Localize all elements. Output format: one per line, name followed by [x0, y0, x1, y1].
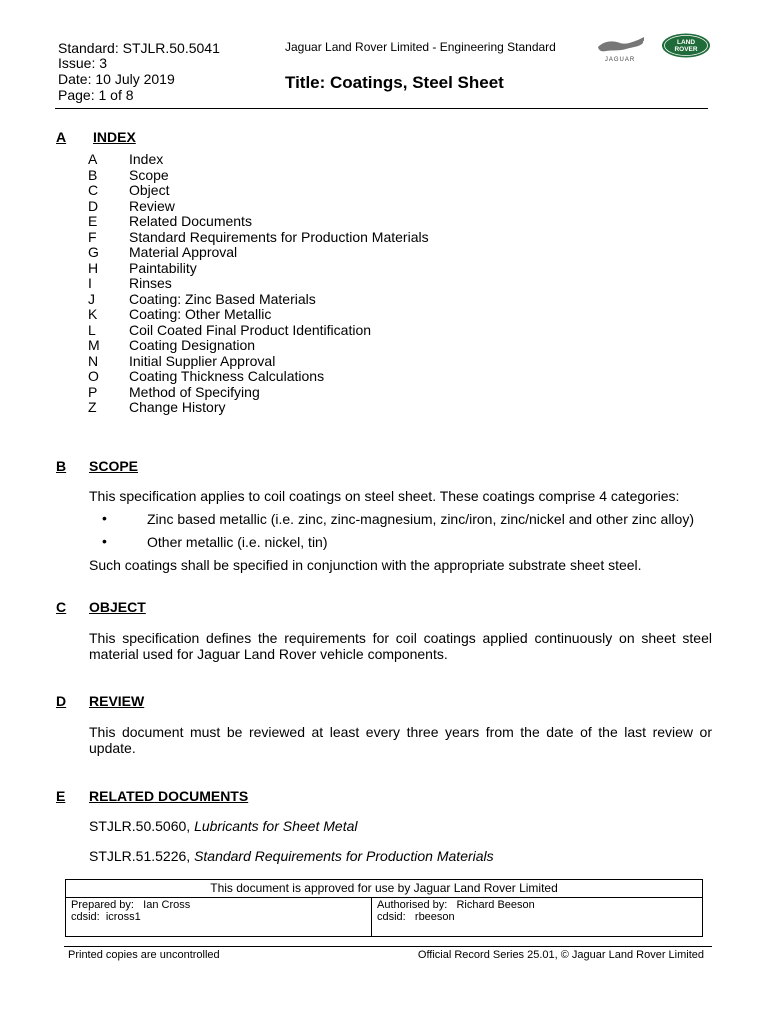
section-c-heading: OBJECT [89, 599, 146, 615]
scope-intro: This specification applies to coil coatings on steel sheet. These coatings comprise 4 categories: [89, 488, 680, 504]
index-item-text: Coil Coated Final Product Identification [129, 321, 372, 338]
index-item-text: Coating: Zinc Based Materials [129, 290, 316, 307]
prepared-by: Prepared by: Ian Cross [71, 899, 191, 911]
index-item-text: Initial Supplier Approval [129, 352, 276, 369]
related-doc-1-code: STJLR.50.5060, [89, 818, 195, 834]
svg-text:LAND: LAND [676, 39, 696, 46]
index-item-text: Rinses [129, 275, 172, 291]
organisation-title: Jaguar Land Rover Limited - Engineering Standard [285, 40, 556, 54]
index-item-letter: M [88, 337, 100, 353]
index-item-text: Coating: Other Metallic [129, 306, 272, 322]
section-d-heading: REVIEW [89, 693, 145, 709]
section-b-heading: SCOPE [89, 458, 139, 474]
index-item-letter: K [88, 306, 98, 322]
index-item-text: Change History [129, 399, 226, 415]
approval-divider [371, 897, 372, 937]
approval-box [65, 879, 703, 937]
scope-outro: Such coatings shall be specified in conjunction with the appropriate substrate sheet steel. [89, 557, 642, 573]
footer-uncontrolled-note: Printed copies are uncontrolled [68, 949, 220, 961]
index-item-text: Method of Specifying [129, 383, 260, 400]
index-item-text: Coating Thickness Calculations [129, 368, 325, 384]
section-a-letter: A [56, 129, 67, 145]
standard-number: Standard: STJLR.50.5041 [58, 40, 220, 56]
scope-bullet-1: Zinc based metallic (i.e. zinc, zinc-magnesium, zinc/iron, zinc/nickel and other zinc alloy) [147, 511, 694, 527]
index-item-letter: H [88, 259, 99, 276]
section-e-letter: E [56, 788, 66, 804]
review-text: This document must be reviewed at least every three years from the date of the last review or update. [89, 724, 712, 756]
related-doc-2-title: Standard Requirements for Production Materials [194, 848, 494, 864]
issue-date: Date: 10 July 2019 [58, 71, 175, 87]
index-item-letter: C [88, 182, 99, 198]
index-item-letter: Z [88, 399, 97, 415]
index-item-text: Material Approval [129, 244, 238, 260]
bullet-mark: • [102, 533, 107, 549]
index-item-text: Paintability [129, 259, 197, 276]
section-e-heading-word-2: DOCUMENTS [157, 788, 249, 804]
scope-bullet-2: Other metallic (i.e. nickel, tin) [147, 534, 328, 550]
section-d-letter: D [56, 693, 67, 709]
section-c-letter: C [56, 599, 67, 615]
section-e-heading [89, 788, 248, 804]
index-item-letter: F [88, 228, 97, 245]
svg-text:ROVER: ROVER [674, 46, 698, 53]
index-item-text: Standard Requirements for Production Materials [129, 228, 429, 245]
index-item-letter: G [88, 244, 99, 260]
authorised-by: Authorised by: Richard Beeson [377, 899, 535, 911]
index-item-text: Review [129, 197, 175, 214]
footer-record-series: Official Record Series 25.01, © Jaguar Land Rover Limited [417, 949, 704, 961]
index-item-text: Index [129, 151, 164, 167]
section-a-heading: INDEX [93, 129, 136, 145]
jaguar-logo [592, 32, 648, 64]
index-item-text: Related Documents [129, 213, 252, 229]
bullet-mark: • [102, 510, 107, 526]
related-doc-1 [89, 818, 357, 834]
index-item-letter: L [88, 321, 96, 338]
land-rover-logo [661, 33, 711, 58]
index-item-letter: E [88, 213, 98, 229]
index-item-text: Coating Designation [129, 337, 256, 353]
index-item-letter: N [88, 352, 99, 369]
section-b-letter: B [56, 458, 67, 474]
footer-divider [64, 946, 712, 947]
index-item-letter: B [88, 166, 98, 183]
index-item-text: Scope [129, 166, 169, 183]
svg-text:JAGUAR: JAGUAR [604, 57, 636, 63]
issue-number: Issue: 3 [58, 55, 108, 71]
authorised-cdsid: cdsid: rbeeson [377, 911, 455, 923]
page-number: Page: 1 of 8 [58, 87, 134, 103]
index-item-letter: O [88, 368, 99, 384]
related-doc-2 [89, 848, 494, 864]
approval-statement: This document is approved for use by Jaguar Land Rover Limited [66, 880, 702, 898]
index-item-text: Object [129, 182, 170, 198]
index-item-letter: P [88, 383, 98, 400]
related-doc-1-title: Lubricants for Sheet Metal [194, 818, 358, 834]
section-e-heading-word-1: RELATED [89, 788, 155, 804]
object-text: This specification defines the requirements for coil coatings applied continuously on sheet steel material used for Jaguar Land Rover vehicle components. [89, 630, 712, 662]
prepared-cdsid: cdsid: icross1 [71, 911, 141, 923]
header-divider [55, 108, 708, 109]
document-title: Title: Coatings, Steel Sheet [285, 73, 504, 92]
index-item-letter: I [88, 275, 92, 291]
index-item-letter: J [88, 290, 95, 307]
index-item-letter: A [88, 151, 98, 167]
related-doc-2-code: STJLR.51.5226, [89, 848, 195, 864]
index-item-letter: D [88, 197, 99, 214]
